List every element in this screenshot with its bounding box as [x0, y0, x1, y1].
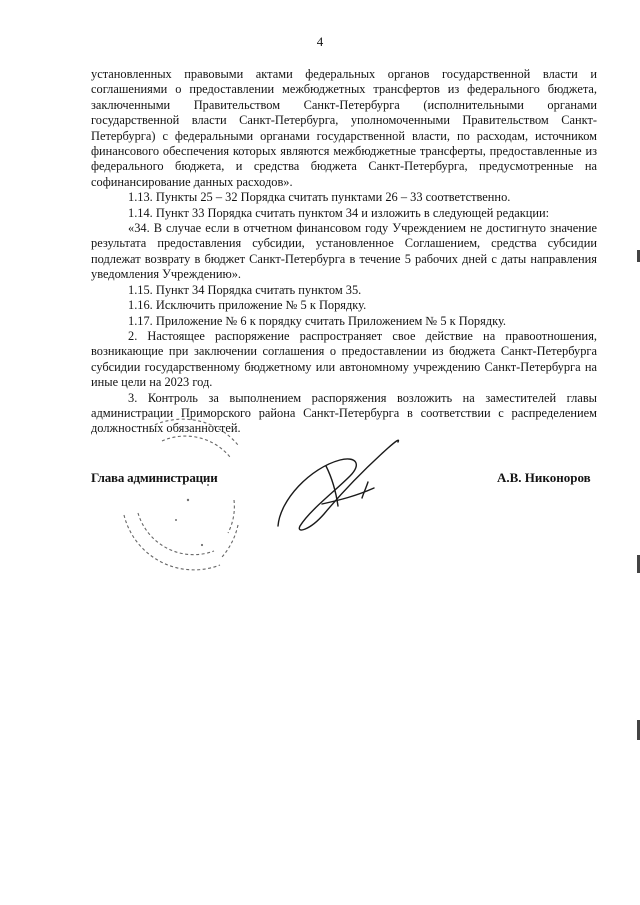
paragraph-3: 3. Контроль за выполнением распоряжения возложить на заместителей главы администрации Приморского района Санкт-Петербурга в соответствии с распределением должностных обязанностей.: [91, 390, 597, 436]
paragraph-2: 2. Настоящее распоряжение распространяет свое действие на правоотношения, возникающие при заключении соглашения о предоставлении из бюджета Санкт-Петербурга субсидии государственному бюджетному или автономному учреждению Санкт-Петербурга на иные цели на 2023 год.: [91, 328, 597, 390]
paragraph-quote-34: «34. В случае если в отчетном финансовом году Учреждением не достигнуто значение результата предоставления субсидии, установленное Соглашением, средства субсидии подлежат возврату в бюджет Санкт-Петербурга в течение 5 рабочих дней с даты направления уведомления Учреждению».: [91, 221, 597, 282]
paragraph-1-13: 1.13. Пункты 25 – 32 Порядка считать пунктами 26 – 33 соответственно.: [128, 190, 511, 205]
paragraph-1-16: 1.16. Исключить приложение № 5 к Порядку.: [128, 298, 367, 313]
signatory-title: Глава администрации: [91, 470, 218, 485]
signatory-name: А.В. Никоноров: [497, 470, 591, 485]
paragraph-continuation: установленных правовыми актами федеральных органов государственной власти и соглашениями о предоставлении межбюджетных трансфертов из федерального бюджета, заключенными Правительством Санкт-Петербурга (исполнительными органами государственной власти Санкт-Петербурга, уполномоченными Правительством Санкт-Петербурга) с федеральными органами государственной власти, по расходам, источником финансового обеспечения которых являются межбюджетные трансферты, предоставленные из федерального бюджета, и средства бюджета Санкт-Петербурга, предусмотренные на софинансирование данных расходов».: [91, 67, 597, 189]
handwritten-signature-icon: [270, 430, 410, 545]
page-number: 4: [316, 34, 324, 49]
paragraph-1-17: 1.17. Приложение № 6 к порядку считать Приложением № 5 к Порядку.: [128, 313, 507, 328]
round-stamp-icon: [110, 405, 260, 580]
document-body: [91, 67, 597, 437]
paragraph-1-15: 1.15. Пункт 34 Порядка считать пунктом 35.: [128, 282, 362, 297]
paragraph-1-14: 1.14. Пункт 33 Порядка считать пунктом 34 и изложить в следующей редакции:: [128, 205, 550, 220]
